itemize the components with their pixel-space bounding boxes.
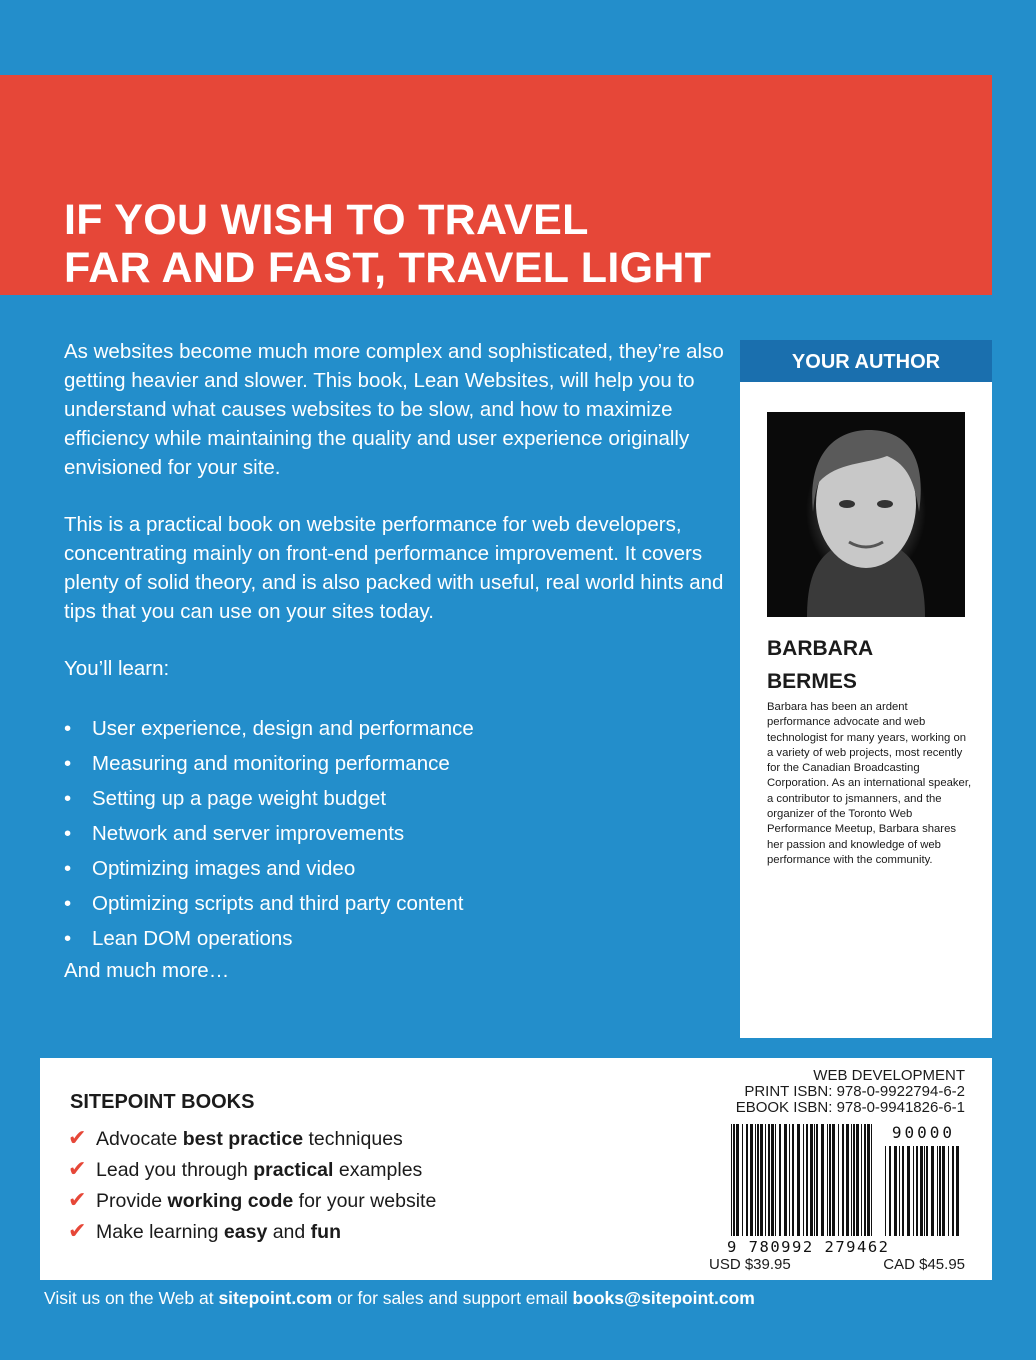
learn-list <box>64 711 724 956</box>
description-paragraph-2: This is a practical book on website performance for web developers, concentrating mainly on front-end performance improvement. It covers plenty of solid theory, and is also packed with useful, real world hints and tips that you can use on your sites today. <box>64 513 724 623</box>
bullet-icon: • <box>64 857 72 880</box>
list-item: • Lean DOM operations <box>64 921 724 956</box>
bullet-icon: • <box>64 752 72 775</box>
list-item: ✔ Make learning easy and fun <box>68 1215 436 1246</box>
author-name: BARBARA BERMES <box>767 637 874 693</box>
list-item: ✔ Provide working code for your website <box>68 1184 436 1215</box>
list-item: • Measuring and monitoring performance <box>64 746 724 781</box>
headline <box>64 196 711 292</box>
and-much-more: And much more… <box>64 959 230 982</box>
barcode-area <box>707 1068 965 1274</box>
ebook-isbn: EBOOK ISBN: 978-0-9941826-6-1 <box>735 1099 965 1116</box>
bullet-icon: • <box>64 717 72 740</box>
check-icon: ✔ <box>68 1125 87 1150</box>
bullet-icon: • <box>64 892 72 915</box>
headline-line-2: FAR AND FAST, TRAVEL LIGHT <box>64 244 712 292</box>
sitepoint-title: SITEPOINT BOOKS <box>70 1091 255 1113</box>
check-icon: ✔ <box>68 1156 87 1181</box>
site-link[interactable]: sitepoint.com <box>218 1288 333 1308</box>
book-description <box>64 337 724 1013</box>
bullet-icon: • <box>64 787 72 810</box>
learn-heading: You’ll learn: <box>64 657 170 680</box>
barcode-digits: 9 780992 279462 <box>727 1238 890 1254</box>
headline-line-1: IF YOU WISH TO TRAVEL <box>64 196 589 244</box>
sitepoint-benefits <box>68 1122 436 1246</box>
check-icon: ✔ <box>68 1218 87 1243</box>
email-link[interactable]: books@sitepoint.com <box>572 1288 755 1308</box>
list-item: ✔ Advocate best practice techniques <box>68 1122 436 1153</box>
author-photo <box>767 412 965 617</box>
bullet-icon: • <box>64 822 72 845</box>
author-bio: Barbara has been an ardent performance advocate and web technologist for many years, working on a variety of web projects, most recently for the Canadian Broadcasting Corporation. As an international speaker, a contributor to jsmanners, and the organizer of the Toronto Web Performance Meetup, Barbara shares her passion and knowledge of web performance with the community. <box>767 701 972 866</box>
price-cad: CAD $45.95 <box>883 1256 965 1273</box>
author-header: YOUR AUTHOR <box>740 340 992 382</box>
list-item: • User experience, design and performance <box>64 711 724 746</box>
footer-contact: Visit us on the Web at sitepoint.com or for sales and support email books@sitepoint.com <box>44 1288 755 1308</box>
category-label: WEB DEVELOPMENT <box>813 1067 965 1084</box>
list-item: • Setting up a page weight budget <box>64 781 724 816</box>
check-icon: ✔ <box>68 1187 87 1212</box>
list-item: ✔ Lead you through practical examples <box>68 1153 436 1184</box>
list-item: • Optimizing images and video <box>64 851 724 886</box>
list-item: • Optimizing scripts and third party content <box>64 886 724 921</box>
print-isbn: PRINT ISBN: 978-0-9922794-6-2 <box>744 1083 965 1100</box>
barcode-addon-digits: 90000 <box>891 1124 955 1142</box>
sitepoint-box <box>40 1058 992 1280</box>
price-usd: USD $39.95 <box>709 1256 791 1273</box>
description-paragraph-1: As websites become much more complex and sophisticated, they’re also getting heavier and slower. This book, Lean Websites, will help you to understand what causes websites to be slow, and how to maximize efficiency while maintaining the quality and user experience originally envisioned for your site. <box>64 340 724 479</box>
author-card <box>740 340 992 1038</box>
bullet-icon: • <box>64 927 72 950</box>
list-item: • Network and server improvements <box>64 816 724 851</box>
isbn-barcode <box>727 1124 963 1254</box>
